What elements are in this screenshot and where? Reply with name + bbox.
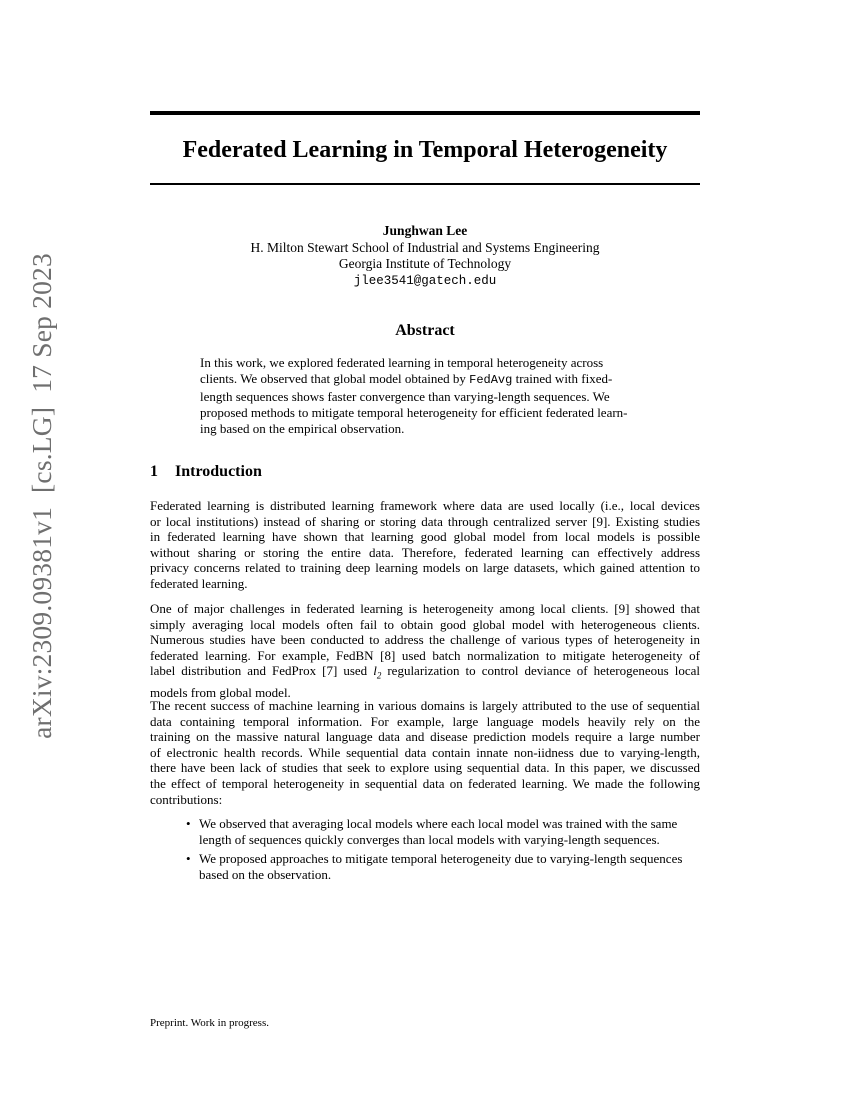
- list-item: [150, 816, 700, 847]
- author-affiliation-school: H. Milton Stewart School of Industrial and Systems Engineering: [250, 239, 600, 255]
- list-item: [150, 851, 700, 882]
- paragraph-line: training on the massive natural language data and disease prediction models require a large number: [150, 729, 700, 745]
- author-name: Junghwan Lee: [382, 223, 468, 238]
- abstract-line: length sequences shows faster convergence than varying-length sequences. We: [200, 388, 610, 404]
- l2-math-symbol: $l_2$: [373, 663, 382, 681]
- paragraph-line: in federated learning have shown that learning good global model from local models is possible: [150, 529, 700, 545]
- paragraph-line: Federated learning is distributed learning framework where data are used locally (i.e., local devices: [150, 498, 700, 513]
- paragraph-line: without sharing or storing the entire data. Therefore, federated learning can effectively address: [150, 544, 700, 560]
- arxiv-margin-stamp: [26, 253, 58, 739]
- paragraph-line: Numerous studies have been conducted to address the challenge of various types of heterogeneity in: [150, 632, 700, 648]
- intro-paragraph-2: [150, 601, 700, 700]
- list-item-line: We observed that averaging local models where each local model was trained with the same: [199, 816, 678, 831]
- contributions-list: [150, 816, 700, 886]
- title-top-rule: [150, 111, 700, 115]
- abstract-heading: Abstract: [395, 322, 455, 339]
- paragraph-line: federated learning. For example, FedBN [8] used batch normalization to mitigate heterogeneity of: [150, 647, 700, 663]
- intro-paragraph-1: [150, 498, 700, 592]
- paragraph-line: label distribution and FedProx [7] used $l_2$ regularization to control deviance of heterogeneous local: [150, 663, 700, 681]
- section-title: Introduction: [175, 463, 262, 480]
- abstract-body: [200, 355, 651, 437]
- preprint-footnote: Preprint. Work in progress.: [150, 1017, 269, 1029]
- abstract-line: proposed methods to mitigate temporal heterogeneity for efficient federated learn-: [200, 404, 628, 420]
- paragraph-line: contributions:: [150, 791, 223, 807]
- abstract-line: In this work, we explored federated learning in temporal heterogeneity across: [200, 355, 604, 370]
- arxiv-date: 17 Sep 2023: [26, 253, 57, 393]
- author-affiliation-institute: Georgia Institute of Technology: [338, 256, 512, 271]
- section-heading-introduction: [150, 462, 262, 482]
- list-item-line: based on the observation.: [199, 866, 332, 882]
- paragraph-line: One of major challenges in federated learning is heterogeneity among local clients. [9] showed that: [150, 601, 700, 616]
- paragraph-line: data containing temporal information. For example, large language models heavily rely on the: [150, 713, 700, 729]
- paragraph-line: or local institutions) instead of sharing or storing data through centralized server [9]. Existing studies: [150, 513, 700, 529]
- abstract-line: clients. We observed that global model obtained by FedAvg trained with fixed-: [200, 370, 613, 387]
- fedavg-code-term: FedAvg: [469, 372, 513, 387]
- author-block: [150, 223, 700, 289]
- abstract-line: ing based on the empirical observation.: [200, 420, 405, 436]
- arxiv-category: [cs.LG]: [26, 406, 57, 493]
- bullet-icon: •: [186, 851, 191, 867]
- paragraph-line: there have been lack of studies that seek to explore using sequential data. In this paper, we discussed: [150, 760, 700, 776]
- paragraph-line: The recent success of machine learning in various domains is largely attributed to the use of sequential: [150, 698, 700, 713]
- paragraph-line: the effect of temporal heterogeneity in sequential data on federated learning. We made the following: [150, 775, 700, 791]
- paper-title: Federated Learning in Temporal Heterogeneity: [182, 137, 668, 163]
- paragraph-line: simply averaging local models often fail to obtain good global model with heterogeneous clients.: [150, 616, 700, 632]
- list-item-line: We proposed approaches to mitigate temporal heterogeneity due to varying-length sequences: [199, 851, 683, 867]
- list-item-line: length of sequences quickly converges than local models with varying-length sequences.: [199, 831, 660, 847]
- paragraph-line: federated learning.: [150, 575, 248, 591]
- arxiv-id: arXiv:2309.09381v1: [26, 506, 57, 739]
- author-email: jlee3541@gatech.edu: [353, 273, 497, 288]
- title-bottom-rule: [150, 183, 700, 185]
- paragraph-line: models from global model.: [150, 684, 291, 700]
- intro-paragraph-3: [150, 698, 700, 807]
- paragraph-line: privacy concerns related to training deep learning models on large datasets, which gained attention to: [150, 560, 700, 576]
- paragraph-line: of electronic health records. While sequential data contain innate non-iidness due to varying-length,: [150, 744, 700, 760]
- bullet-icon: •: [186, 816, 191, 831]
- section-number: 1: [150, 463, 158, 480]
